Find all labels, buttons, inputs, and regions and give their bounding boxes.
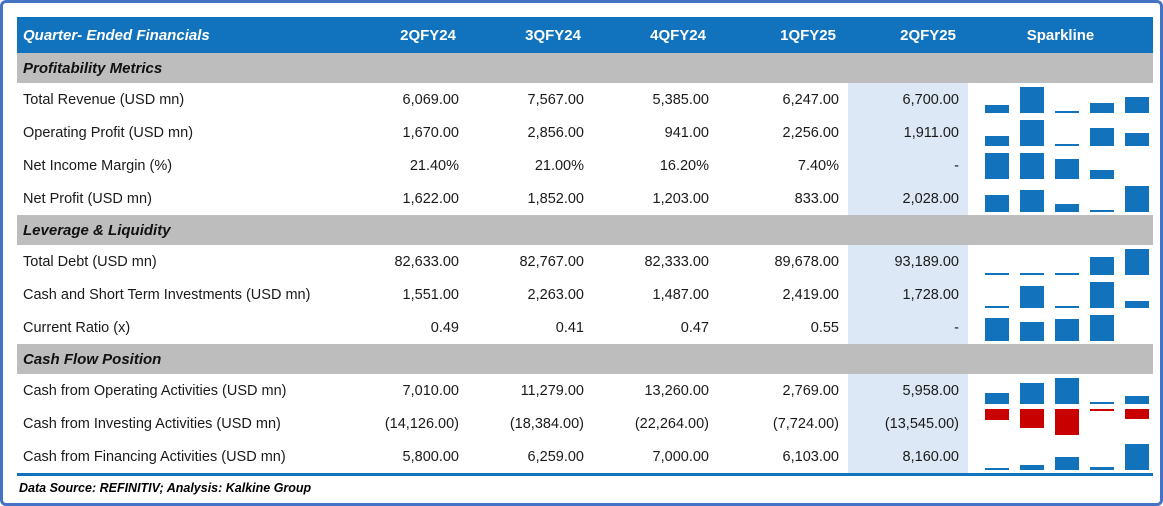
sparkline-bar: [1090, 103, 1114, 113]
sparkline-bar: [1020, 87, 1044, 113]
section-title: Cash Flow Position: [23, 350, 162, 368]
section-band-profitability: [17, 53, 1153, 83]
sparkline-bar: [1090, 409, 1114, 411]
sparkline-bar: [1090, 315, 1114, 341]
table-row-cash-short-term-investments: [17, 278, 1153, 311]
sparkline-bar: [1055, 144, 1079, 146]
table-row-cash-financing: [17, 440, 1153, 473]
value-cell-highlighted: -: [848, 149, 968, 182]
sparkline-bar: [1090, 467, 1114, 470]
sparkline-bar: [1090, 210, 1114, 212]
sparkline-bar: [1055, 457, 1079, 470]
sparkline-bar: [1055, 319, 1079, 341]
section-title: Profitability Metrics: [23, 59, 163, 77]
column-header-2qfy25: 2QFY25: [900, 26, 956, 44]
value-cell: 0.49: [430, 319, 459, 336]
sparkline-bar: [1055, 273, 1079, 275]
value-cell-highlighted: (13,545.00): [848, 407, 968, 440]
sparkline-bar: [985, 393, 1009, 404]
column-header-2qfy24: 2QFY24: [400, 26, 456, 44]
value-cell: 2,856.00: [527, 124, 584, 141]
value-cell: 21.40%: [409, 157, 459, 174]
table-row-cash-operating: [17, 374, 1153, 407]
value-cell: 7,567.00: [527, 91, 584, 108]
column-header-1qfy25: 1QFY25: [780, 26, 836, 44]
table-row-net-profit: [17, 182, 1153, 215]
column-header-sparkline: Sparkline: [1026, 26, 1095, 44]
sparkline-bar: [1020, 273, 1044, 275]
value-cell: 6,103.00: [782, 448, 839, 465]
sparkline-bar: [985, 153, 1009, 179]
sparkline-bar: [1055, 204, 1079, 212]
table-title: Quarter- Ended Financials: [23, 26, 210, 44]
sparkline-bar: [1020, 190, 1044, 212]
section-title: Leverage & Liquidity: [23, 221, 171, 239]
sparkline-bar: [1055, 378, 1079, 404]
sparkline-bar: [1020, 120, 1044, 146]
sparkline-bar: [1020, 409, 1044, 428]
sparkline-chart: [968, 407, 1153, 440]
sparkline-bar: [1055, 306, 1079, 308]
value-cell: 1,852.00: [527, 190, 584, 207]
value-cell: 1,670.00: [402, 124, 459, 141]
value-cell: 0.47: [680, 319, 709, 336]
value-cell: 0.41: [555, 319, 584, 336]
column-header-3qfy24: 3QFY24: [525, 26, 581, 44]
sparkline-bar: [1090, 128, 1114, 146]
value-cell: (14,126.00): [384, 415, 459, 432]
value-cell: 1,551.00: [402, 286, 459, 303]
sparkline-chart: [968, 245, 1153, 278]
value-cell-highlighted: 5,958.00: [848, 374, 968, 407]
sparkline-bar: [1020, 465, 1044, 470]
sparkline-bar: [1125, 396, 1149, 404]
sparkline-bar: [1125, 444, 1149, 470]
value-cell: 7.40%: [797, 157, 839, 174]
value-cell: 6,259.00: [527, 448, 584, 465]
section-band-leverage: [17, 215, 1153, 245]
sparkline-chart: [968, 374, 1153, 407]
sparkline-bar: [1055, 111, 1079, 113]
sparkline-bar: [985, 136, 1009, 146]
sparkline-bar: [985, 273, 1009, 275]
sparkline-bar: [1090, 170, 1114, 179]
sparkline-bar: [1020, 286, 1044, 308]
value-cell: 7,000.00: [652, 448, 709, 465]
value-cell: (7,724.00): [772, 415, 839, 432]
row-label: Cash and Short Term Investments (USD mn): [23, 286, 311, 303]
value-cell-highlighted: 2,028.00: [848, 182, 968, 215]
value-cell: 7,010.00: [402, 382, 459, 399]
value-cell-highlighted: 1,911.00: [848, 116, 968, 149]
value-cell: 11,279.00: [520, 382, 584, 399]
value-cell: 2,256.00: [782, 124, 839, 141]
value-cell: 833.00: [794, 190, 839, 207]
row-label: Operating Profit (USD mn): [23, 124, 194, 141]
row-label: Net Income Margin (%): [23, 157, 173, 174]
sparkline-bar: [985, 306, 1009, 308]
value-cell: 1,622.00: [402, 190, 459, 207]
table-row-total-revenue: [17, 83, 1153, 116]
sparkline-chart: [968, 311, 1153, 344]
row-label: Net Profit (USD mn): [23, 190, 152, 207]
sparkline-bar: [1055, 409, 1079, 435]
row-label: Cash from Operating Activities (USD mn): [23, 382, 287, 399]
value-cell: 5,385.00: [652, 91, 709, 108]
sparkline-chart: [968, 278, 1153, 311]
value-cell: 6,247.00: [782, 91, 839, 108]
value-cell: 2,419.00: [782, 286, 839, 303]
sparkline-bar: [1125, 409, 1149, 419]
data-source-note: Data Source: REFINITIV; Analysis: Kalkine Group: [19, 481, 312, 495]
row-label: Cash from Financing Activities (USD mn): [23, 448, 286, 465]
value-cell-highlighted: 8,160.00: [848, 440, 968, 473]
value-cell: 5,800.00: [402, 448, 459, 465]
value-cell: 1,487.00: [652, 286, 709, 303]
sparkline-bar: [985, 409, 1009, 420]
sparkline-bar: [1090, 257, 1114, 275]
table-row-operating-profit: [17, 116, 1153, 149]
sparkline-bar: [985, 105, 1009, 113]
value-cell: 82,633.00: [394, 253, 459, 270]
value-cell: 1,203.00: [652, 190, 709, 207]
value-cell-highlighted: 93,189.00: [848, 245, 968, 278]
value-cell-highlighted: 6,700.00: [848, 83, 968, 116]
sparkline-bar: [1090, 402, 1114, 404]
value-cell: (22,264.00): [634, 415, 709, 432]
sparkline-bar: [1020, 153, 1044, 179]
sparkline-chart: [968, 116, 1153, 149]
table-row-net-income-margin: [17, 149, 1153, 182]
table-row-cash-investing: [17, 407, 1153, 440]
sparkline-chart: [968, 83, 1153, 116]
value-cell: 2,769.00: [782, 382, 839, 399]
value-cell: 2,263.00: [527, 286, 584, 303]
value-cell: 941.00: [664, 124, 709, 141]
row-label: Total Debt (USD mn): [23, 253, 157, 270]
value-cell: (18,384.00): [509, 415, 584, 432]
sparkline-bar: [1125, 186, 1149, 212]
table-row-current-ratio: [17, 311, 1153, 344]
sparkline-bar: [985, 468, 1009, 470]
sparkline-chart: [968, 182, 1153, 215]
sparkline-bar: [1090, 282, 1114, 308]
value-cell: 0.55: [810, 319, 839, 336]
sparkline-bar: [985, 318, 1009, 341]
value-cell: 16.20%: [659, 157, 709, 174]
sparkline-bar: [1125, 97, 1149, 113]
sparkline-bar: [1020, 322, 1044, 341]
section-band-cash-flow: [17, 344, 1153, 374]
value-cell: 6,069.00: [402, 91, 459, 108]
sparkline-bar: [1125, 133, 1149, 146]
value-cell: 21.00%: [534, 157, 584, 174]
sparkline-chart: [968, 440, 1153, 473]
value-cell: 13,260.00: [644, 382, 709, 399]
table-header-row: [17, 17, 1153, 53]
value-cell: 89,678.00: [774, 253, 839, 270]
value-cell-highlighted: -: [848, 311, 968, 344]
financials-table: [17, 17, 1153, 495]
value-cell: 82,767.00: [519, 253, 584, 270]
sparkline-chart: [968, 149, 1153, 182]
sparkline-bar: [1125, 249, 1149, 275]
row-label: Current Ratio (x): [23, 319, 131, 336]
value-cell: 82,333.00: [644, 253, 709, 270]
sparkline-bar: [1055, 159, 1079, 179]
value-cell-highlighted: 1,728.00: [848, 278, 968, 311]
row-label: Total Revenue (USD mn): [23, 91, 185, 108]
table-bottom-rule: [17, 473, 1153, 476]
sparkline-bar: [985, 195, 1009, 212]
sparkline-bar: [1125, 301, 1149, 308]
row-label: Cash from Investing Activities (USD mn): [23, 415, 281, 432]
sparkline-bar: [1020, 383, 1044, 404]
column-header-4qfy24: 4QFY24: [650, 26, 706, 44]
table-row-total-debt: [17, 245, 1153, 278]
